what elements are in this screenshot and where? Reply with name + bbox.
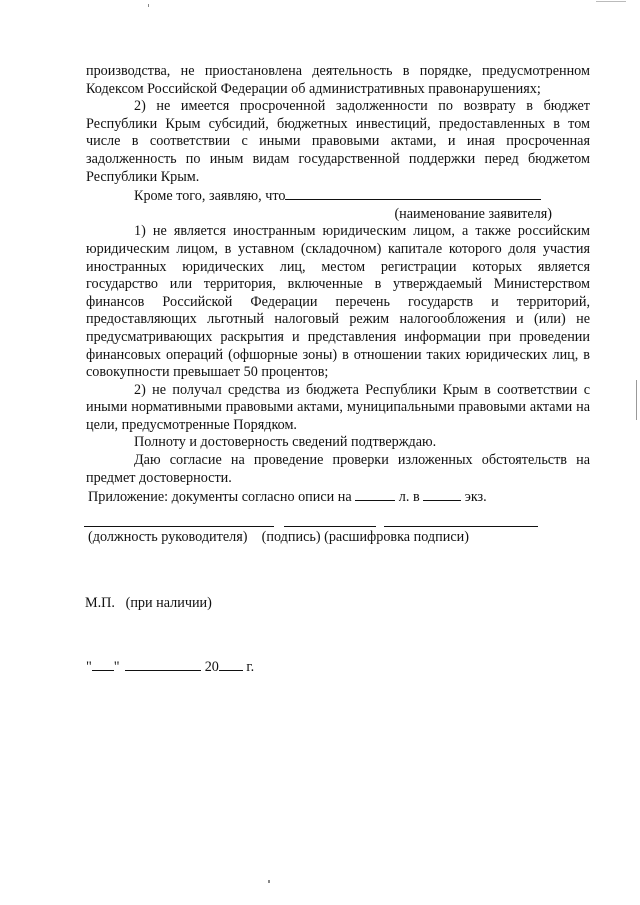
signature-decoding-line (384, 526, 538, 527)
date-month-blank (125, 657, 201, 671)
scan-mark-right (636, 380, 637, 420)
scan-mark-top-right (596, 1, 626, 2)
declaration-text: Кроме того, заявляю, что (134, 188, 286, 205)
paragraph-declaration (86, 186, 590, 206)
attachment-copies-blank (423, 487, 461, 501)
attachment-suffix: экз. (464, 489, 487, 506)
scan-mark-bottom (268, 880, 270, 883)
paragraph-no-funds: 2) не получал средства из бюджета Республики Крым в соответствии с иными нормативными правовыми актами, муниципальными правовыми актами на цели, предусмотренные Порядком. (86, 381, 590, 433)
scan-mark-top (148, 4, 149, 7)
applicant-name-line (285, 186, 541, 200)
date-day-blank (92, 657, 114, 671)
paragraph-continuation: производства, не приостановлена деятельность в порядке, предусмотренном Кодексом Российской Федерации об административных правонарушениях; (86, 63, 590, 97)
attachment-mid: л. в (398, 489, 420, 506)
applicant-name-label: (наименование заявителя) (394, 205, 552, 222)
attachment-prefix: Приложение: документы согласно описи на (88, 489, 352, 506)
signature-line (284, 526, 376, 527)
position-signature-line (84, 526, 274, 527)
paragraph-confirmation: Полноту и достоверность сведений подтверждаю. (134, 434, 437, 451)
document-body (86, 63, 590, 507)
attachment-line (86, 487, 590, 507)
date-quote-close: " (113, 659, 120, 675)
paragraph-not-foreign: 1) не является иностранным юридическим лицом, а также российским юридическим лицом, в уставном (складочном) капитале которого доля участия иностранных юридических лиц, местом регистрации которых является государство или территория, включенные в утверждаемый Министерством финансов Российской Федерации перечень государств и территорий, предоставляющих льготный налоговый режим налогообложения и (или) не предусматривающих раскрытия и представления информации при проведении финансовых операций (офшорные зоны) в отношении таких юридических лиц, в совокупности превышает 50 процентов; (86, 223, 590, 381)
date-year-blank (219, 657, 243, 671)
seal-label: М.П. (при наличии) (85, 595, 212, 611)
attachment-pages-blank (355, 487, 395, 501)
signature-labels: (должность руководителя) (подпись) (расшифровка подписи) (88, 529, 469, 545)
paragraph-no-debt: 2) не имеется просроченной задолженности по возврату в бюджет Республики Крым субсидий, бюджетных инвестиций, предоставленных в том числе в соответствии с иными правовыми актами, и иная просроченная задолженность по иным видам государственной поддержки перед бюджетом Республики Крым. (86, 98, 590, 185)
date-quote-open: " (86, 659, 92, 675)
date-year-prefix: 20 (204, 659, 219, 675)
date-line (86, 657, 254, 676)
date-suffix: г. (246, 659, 255, 675)
paragraph-consent: Даю согласие на проведение проверки изложенных обстоятельств на предмет достоверности. (86, 452, 590, 486)
